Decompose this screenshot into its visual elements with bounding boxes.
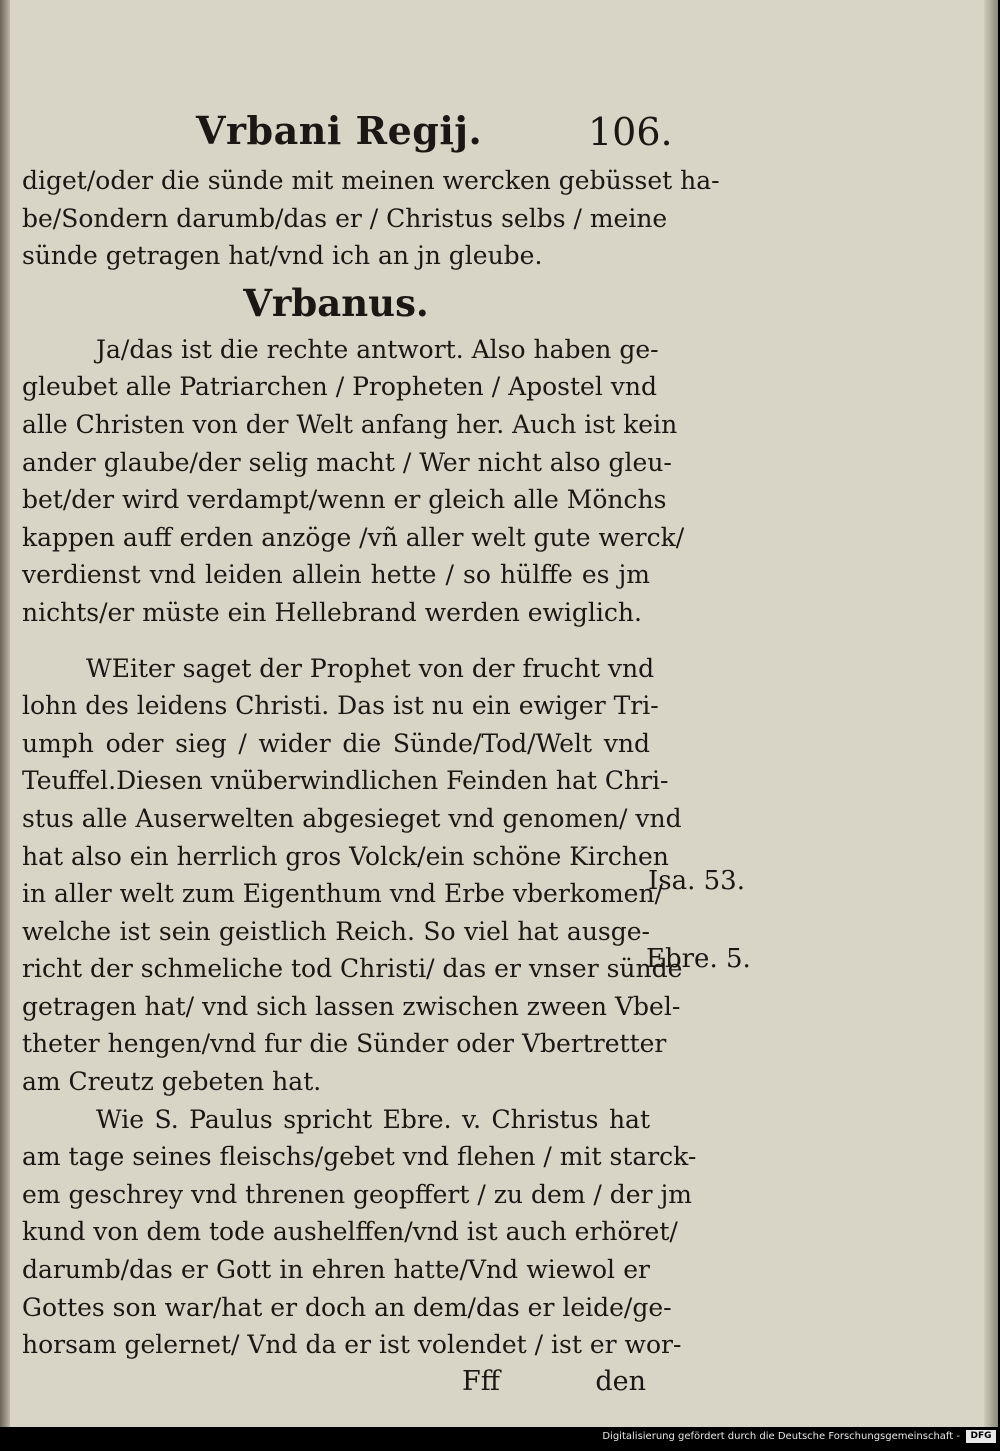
text-line: sünde getragen hat/vnd ich an jn gleube. (22, 241, 543, 271)
signature-mark: Fff (462, 1365, 500, 1397)
paragraph-4 (22, 1101, 697, 1364)
text-line: bet/der wird verdampt/wenn er gleich alle Mönchs (22, 485, 667, 515)
text-line: stus alle Auserwelten abgesieget vnd genomen/ vnd (22, 803, 682, 833)
text-line: am tage seines fleischs/gebet vnd flehen / mit starck- (22, 1142, 697, 1172)
text-line: lohn des leidens Christi. Das ist nu ein ewiger Tri- (22, 691, 659, 721)
margin-note-isaiah: Isa. 53. (648, 866, 745, 896)
text-line: Wie S. Paulus spricht Ebre. v. Christus hat (96, 1104, 650, 1134)
text-line: diget/oder die sünde mit meinen wercken gebüsset ha- (22, 166, 720, 195)
text-line: in aller welt zum Eigenthum vnd Erbe vberkomen/ (22, 879, 664, 909)
page-left-edge (0, 0, 10, 1427)
text-line: am Creutz gebeten hat. (22, 1067, 322, 1097)
page-number: 106. (588, 110, 673, 154)
text-line: verdienst vnd leiden allein hette / so hülffe es jm (22, 560, 650, 590)
dfg-logo: DFG (966, 1430, 996, 1443)
text-line: WEiter saget der Prophet von der frucht vnd (86, 653, 655, 683)
text-line: be/Sondern darumb/das er / Christus selbs / meine (22, 203, 668, 233)
margin-note-hebrews: Ebre. 5. (646, 944, 751, 974)
text-line: theter hengen/vnd fur die Sünder oder Vbertretter (22, 1029, 667, 1059)
page-right-edge (984, 0, 998, 1427)
signature-line (22, 1364, 650, 1400)
section-heading: Vrbanus. (243, 280, 429, 325)
text-line: welche ist sein geistlich Reich. So viel hat ausge- (22, 916, 650, 946)
catchword: den (595, 1365, 646, 1397)
running-head (196, 108, 673, 158)
text-line: alle Christen von der Welt anfang her. Auch ist kein (22, 409, 678, 439)
paragraph-2 (22, 331, 685, 632)
paragraph-gap (22, 632, 650, 650)
paragraph-1 (22, 162, 720, 275)
footer-credit: Digitalisierung gefördert durch die Deutsche Forschungsgemeinschaft - (602, 1431, 960, 1442)
text-line: gleubet alle Patriarchen / Propheten / Apostel vnd (22, 372, 658, 402)
text-line: kappen auff erden anzöge /vñ aller welt gute werck/ (22, 522, 685, 552)
text-line: Ja/das ist die rechte antwort. Also haben ge- (96, 334, 659, 364)
text-line: getragen hat/ vnd sich lassen zwischen zween Vbel- (22, 991, 681, 1021)
text-line: nichts/er müste ein Hellebrand werden ewiglich. (22, 597, 642, 627)
text-line: richt der schmeliche tod Christi/ das er vnser sünde (22, 954, 683, 984)
footer-bar (0, 1427, 1000, 1451)
running-head-title: Vrbani Regij. (196, 108, 483, 153)
text-line: Teuffel.Diesen vnüberwindlichen Feinden hat Chri- (22, 766, 669, 796)
paragraph-3 (22, 650, 683, 1101)
text-line: em geschrey vnd threnen geopffert / zu dem / der jm (22, 1179, 692, 1209)
text-line: Gottes son war/hat er doch an dem/das er leide/ge- (22, 1292, 672, 1322)
text-line: darumb/das er Gott in ehren hatte/Vnd wiewol er (22, 1255, 650, 1285)
text-line: kund von dem tode aushelffen/vnd ist auch erhöret/ (22, 1217, 678, 1247)
text-line: ander glaube/der selig macht / Wer nicht also gleu- (22, 447, 672, 477)
text-line: horsam gelernet/ Vnd da er ist volendet / ist er wor- (22, 1330, 682, 1360)
text-line: hat also ein herrlich gros Volck/ein schöne Kirchen (22, 841, 669, 871)
text-line: umph oder sieg / wider die Sünde/Tod/Welt vnd (22, 728, 650, 758)
